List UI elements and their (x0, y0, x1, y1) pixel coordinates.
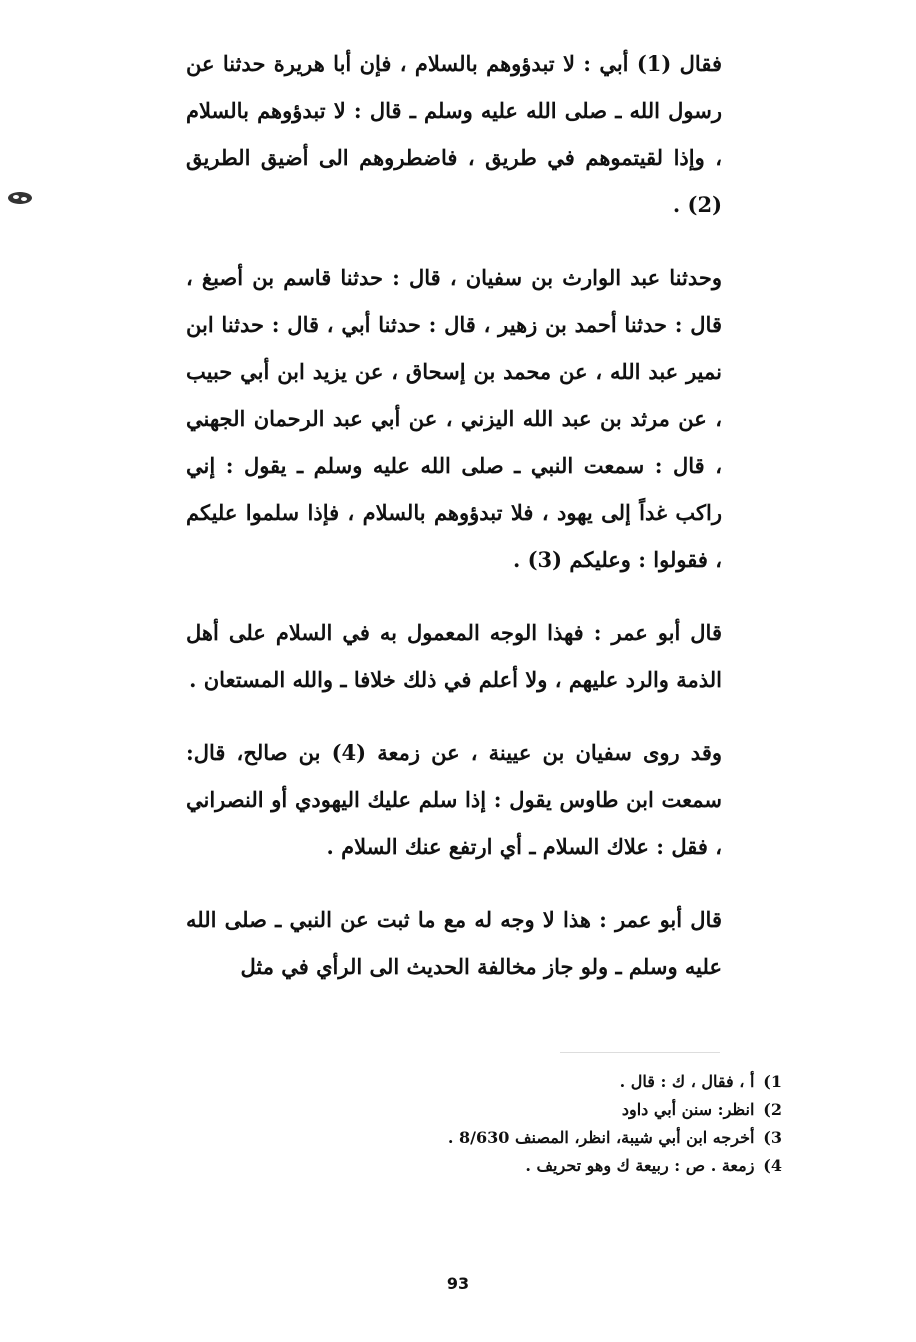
footnotes-list (330, 1068, 782, 1180)
paragraph-3: قال أبو عمر : فهذا الوجه المعمول به في السلام على أهل الذمة والرد عليهم ، ولا أعلم في ذلك خلافا ـ والله المستعان . (186, 620, 722, 692)
paragraph-5: قال أبو عمر : هذا لا وجه له مع ما ثبت عن النبي ـ صلى الله عليه وسلم ـ ولو جاز مخالفة الحديث الى الرأي في مثل (186, 907, 722, 979)
paragraph-1: فقال (1) أبي : لا تبدؤوهم بالسلام ، فإن أبا هريرة حدثنا عن رسول الله ـ صلى الله عليه وسلم ـ قال : لا تبدؤوهم بالسلام ، وإذا لقيتموهم في طريق ، فاضطروهم الى أضيق الطريق (2) . (186, 51, 722, 217)
footnote-number: 3) (763, 1128, 782, 1147)
footnote-3 (330, 1124, 782, 1152)
footnote-divider (560, 1052, 720, 1053)
footnote-number: 1) (763, 1072, 782, 1091)
footnote-number: 4) (763, 1156, 782, 1175)
paragraph-4: وقد روى سفيان بن عيينة ، عن زمعة (4) بن صالح، قال: سمعت ابن طاوس يقول : إذا سلم عليك اليهودي أو النصراني ، فقل : علاك السلام ـ أي ارتفع عنك السلام . (186, 740, 723, 859)
footnote-4 (330, 1152, 782, 1180)
paragraph-2: وحدثنا عبد الوارث بن سفيان ، قال : حدثنا قاسم بن أصبغ ، قال : حدثنا أحمد بن زهير ، قال : حدثنا أبي ، قال : حدثنا ابن نمير عبد الله ، عن محمد بن إسحاق ، عن يزيد ابن أبي حبيب ، عن مرثد بن عبد الله اليزني ، عن أبي عبد الرحمان الجهني ، قال : سمعت النبي ـ صلى الله عليه وسلم ـ يقول : إني راكب غداً إلى يهود ، فلا تبدؤوهم بالسلام ، فإذا سلموا عليكم ، فقولوا : وعليكم (3) . (186, 265, 722, 572)
footnote-text: زمعة . ص : ربيعة ك وهو تحريف . (525, 1156, 755, 1175)
page-number: 93 (446, 1274, 470, 1293)
footnote-2 (330, 1096, 782, 1124)
main-text (186, 40, 722, 1016)
footnote-text: أخرجه ابن أبي شيبة، انظر، المصنف 8/630 . (447, 1128, 755, 1147)
footnote-text: انظر: سنن أبي داود (621, 1100, 755, 1119)
footnote-text: أ ، فقال ، ك : قال . (619, 1072, 755, 1091)
ink-blot-mark (6, 190, 34, 206)
footnote-number: 2) (763, 1100, 782, 1119)
footnote-1 (330, 1068, 782, 1096)
